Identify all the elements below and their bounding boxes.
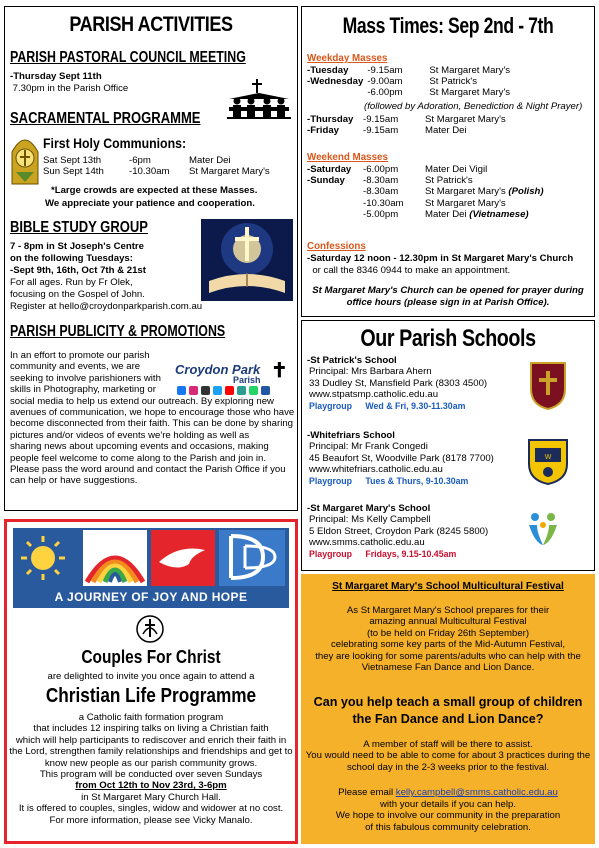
publicity-line: sharing news about upcoming events and occasions, making: [10, 441, 269, 453]
programme-line: a Catholic faith formation program: [78, 712, 224, 723]
festival-box: [301, 574, 595, 844]
bible-glow-icon: [201, 219, 293, 301]
mass-day: -Thursday: [307, 114, 354, 125]
logo-text: Croydon Park: [175, 362, 261, 377]
bible-line1: 7 - 8pm in St Joseph's Centre: [10, 241, 144, 252]
mass-place: St Margaret Mary's: [429, 65, 511, 76]
mass-row: [307, 76, 514, 87]
council-heading: PARISH PASTORAL COUNCIL MEETING: [10, 49, 246, 66]
cfc-logo-icon: [135, 614, 165, 649]
council-line1: -Thursday Sept 11th: [10, 71, 102, 82]
festival-line: school day in the 2-3 weeks prior to the festival.: [346, 761, 550, 773]
school-website[interactable]: www.stpatsmp.catholic.edu.au: [309, 389, 439, 401]
festival-line: amazing annual Multicultural Festival: [369, 616, 527, 628]
mass-time: -5.00pm: [363, 208, 399, 220]
mass-row: [307, 209, 548, 220]
festival-paragraph2: [302, 739, 594, 773]
publicity-line: seeking to involve parishioners with: [10, 372, 161, 384]
playgroup-time: Tues & Thurs, 9-10.30am: [365, 475, 469, 486]
programme-line: in St Margaret Mary Church Hall.: [81, 791, 221, 803]
school-principal: Principal: Ms Kelly Campbell: [309, 514, 431, 526]
journey-banner: [13, 528, 289, 608]
bible-line3: -Sept 9th, 16th, Oct 7th & 21st: [10, 265, 146, 276]
mass-place-name: St Margaret Mary's: [425, 186, 509, 198]
playgroup-label: Playgroup: [309, 400, 353, 411]
programme-title: Christian Life Programme: [45, 685, 257, 707]
school-principal: Principal: Mrs Barbara Ahern: [309, 366, 432, 378]
publicity-line: become disconnected from their faith. This can be done by sharing: [10, 418, 294, 430]
school-entry: [307, 430, 591, 500]
mass-language: (Polish): [508, 186, 544, 198]
communion-note1: *Large crowds are expected at these Masses.: [51, 185, 258, 196]
meeting-table-icon: [223, 77, 295, 119]
st-margaret-marys-logo-icon: [523, 509, 563, 554]
mass-language: (Vietnamese): [469, 208, 529, 220]
festival-email-link[interactable]: kelly.campbell@smms.catholic.edu.au: [395, 787, 558, 798]
programme-line: the Lord, strengthen family relationships and friendships and get to: [9, 746, 293, 758]
festival-line: (to be held on Friday 26th September): [366, 627, 530, 639]
confessions-line1: -Saturday 12 noon - 12.30pm in St Margaret Mary's Church: [307, 253, 574, 264]
festival-paragraph3: [302, 799, 594, 833]
mass-row: [307, 186, 548, 197]
mass-place: [425, 175, 548, 186]
weekend-label: Weekend Masses: [307, 152, 388, 163]
programme-line: which will help participants to rediscover and enrich their faith in: [15, 734, 287, 746]
st-patricks-crest-icon: [527, 359, 569, 416]
publicity-line: social media to help us extend our outreach. By exploring new: [10, 395, 274, 407]
mass-row: [307, 125, 510, 136]
mass-place: [425, 164, 548, 175]
festival-title: St Margaret Mary's School Multicultural Festival: [332, 581, 564, 592]
publicity-line: community and events, we are: [10, 361, 141, 373]
svg-text:W: W: [544, 454, 552, 461]
council-line2: 7.30pm in the Parish Office: [10, 83, 129, 94]
programme-line: that includes 12 inspiring talks on living a Christian faith: [33, 723, 269, 735]
publicity-line: can help or have suggestions.: [10, 475, 138, 487]
mass-time: -6.00pm: [367, 87, 403, 99]
communion-row: [43, 166, 274, 177]
publicity-line: Please pass the word around and contact the Parish Office if you: [10, 464, 286, 476]
mass-place: Mater Dei: [425, 125, 467, 137]
mass-row: [307, 164, 548, 175]
weekday-schedule: [307, 65, 514, 99]
mass-row: [307, 87, 514, 98]
school-address: 33 Dudley St, Mansfield Park (8303 4500): [309, 377, 488, 389]
communion-row: [43, 155, 274, 166]
programme-line: know new people as our parish community grows.: [44, 757, 258, 769]
mass-time: -9.15am: [363, 114, 399, 125]
festival-line: We hope to involve our community in the preparation: [335, 810, 561, 822]
sacramental-heading: SACRAMENTAL PROGRAMME: [10, 110, 201, 127]
festival-line: You would need to be able to come for about 3 practices during the: [305, 750, 591, 762]
playgroup-time: Fridays, 9.15-10.45am: [365, 548, 457, 559]
mass-time: -6.00pm: [363, 164, 399, 175]
communion-place: Mater Dei: [189, 155, 231, 166]
bible-line4: For all ages. Run by Fr Olek,: [10, 277, 133, 288]
mass-day: [307, 198, 363, 209]
mass-place-name: St Patrick's: [425, 175, 473, 187]
parish-activities-box: [4, 6, 298, 511]
school-website[interactable]: www.whitefriars.catholic.edu.au: [309, 464, 443, 476]
publicity-line: avenues of communication, we hope to encourage those who have: [10, 407, 295, 419]
school-address: 45 Beaufort St, Woodville Park (8178 7700): [309, 452, 494, 464]
programme-description: [7, 712, 295, 826]
couples-invite: are delighted to invite you once again to attend a: [47, 671, 255, 682]
communion-time: -6pm: [129, 155, 151, 166]
communion-time: -10.30am: [129, 166, 170, 178]
logo-subtext: Parish: [233, 375, 261, 385]
mass-times-title: Mass Times: Sep 2nd - 7th: [342, 13, 554, 38]
school-address: 5 Eldon Street, Croydon Park (8245 5800): [309, 525, 489, 537]
festival-line: they are looking for some parents/adults who can help with the: [315, 650, 581, 662]
weekday-label: Weekday Masses: [307, 53, 388, 64]
festival-line: As St Margaret Mary's School prepares for their: [346, 605, 550, 616]
couples-title: Couples For Christ: [81, 647, 221, 667]
communion-date: Sat Sept 13th: [43, 155, 102, 166]
festival-paragraph1: [302, 605, 594, 673]
email-prefix: Please email: [338, 787, 396, 798]
school-name: -St Margaret Mary's School: [307, 503, 431, 514]
mass-time: -10.30am: [363, 197, 404, 209]
playgroup-label: Playgroup: [309, 475, 353, 486]
whitefriars-crest-icon: [525, 434, 571, 491]
mass-time: -9.15am: [363, 125, 399, 137]
weekday2-schedule: [307, 114, 510, 136]
school-name: -Whitefriars School: [307, 430, 395, 441]
parish-schools-box: [301, 320, 595, 571]
programme-line: It is offered to couples, singles, widow and widower at no cost.: [18, 803, 284, 815]
first-communion-heading: First Holy Communions:: [43, 135, 187, 151]
weekend-schedule: [307, 164, 548, 220]
mass-time: -9.15am: [367, 65, 403, 76]
logo-cross-icon: ✝: [271, 360, 288, 382]
communion-date: Sun Sept 14th: [43, 166, 104, 178]
confessions-label: Confessions: [307, 241, 366, 252]
publicity-body: [10, 350, 294, 487]
festival-email-line: [302, 787, 594, 798]
mass-time: -9.00am: [367, 76, 403, 88]
mass-place-name: St Margaret Mary's: [425, 197, 506, 209]
church-open-line1: St Margaret Mary's Church can be opened for prayer during: [312, 285, 584, 296]
mass-place-name: Mater Dei: [425, 208, 470, 220]
mass-day: [307, 87, 367, 98]
bible-line6: Register at hello@croydonparkparish.com.au: [10, 301, 203, 312]
confessions-line2: or call the 8346 0944 to make an appointment.: [307, 265, 511, 276]
programme-line: This program will be conducted over seven Sundays: [39, 769, 263, 781]
mass-times-box: [301, 6, 595, 317]
publicity-line: people feel welcome to come along to the Parish and join in.: [10, 452, 266, 464]
mass-time: -8.30am: [363, 186, 399, 198]
mass-time: -8.30am: [363, 175, 399, 187]
playgroup-time: Wed & Fri, 9.30-11.30am: [365, 400, 466, 411]
mass-place: [425, 209, 548, 220]
school-entry: [307, 503, 591, 573]
mass-row: [307, 175, 548, 186]
communion-place: St Margaret Mary's: [189, 166, 270, 178]
mass-day: -Wednesday: [307, 76, 364, 88]
programme-line: For more information, please see Vicky Manalo.: [49, 814, 253, 826]
bible-line5: focusing on the Gospel of John.: [10, 289, 145, 300]
school-entry: [307, 355, 591, 425]
bible-line2: on the following Tuesdays:: [10, 253, 133, 264]
journey-banner-text: A JOURNEY OF JOY AND HOPE: [54, 590, 248, 604]
mass-day: [307, 209, 363, 220]
mass-day: -Tuesday: [307, 65, 349, 76]
festival-question2: the Fan Dance and Lion Dance?: [352, 712, 544, 726]
couples-box: [4, 519, 298, 844]
church-open-line2: office hours (please sign in at Parish Office).: [346, 297, 550, 308]
school-website[interactable]: www.smms.catholic.edu.au: [309, 537, 425, 549]
publicity-line: pictures and/or videos of events we're holding as well as: [10, 429, 250, 441]
communion-icon: [8, 132, 42, 186]
bible-heading: BIBLE STUDY GROUP: [10, 219, 148, 236]
festival-line: of this fabulous community celebration.: [365, 821, 531, 833]
mass-row: [307, 198, 548, 209]
mass-place: [425, 186, 548, 197]
publicity-line: In an effort to promote our parish: [10, 350, 150, 361]
festival-line: with your details if you can help.: [380, 799, 516, 810]
parish-activities-title: PARISH ACTIVITIES: [69, 13, 233, 36]
mass-place: [425, 198, 548, 209]
communion-schedule: [43, 155, 274, 177]
mass-row: [307, 65, 514, 76]
publicity-line: skills in Photography, marketing or: [10, 384, 156, 396]
mass-row: [307, 114, 510, 125]
festival-line: A member of staff will be there to assist.: [363, 739, 533, 750]
festival-question1: Can you help teach a small group of children: [313, 695, 583, 709]
festival-line: celebrating some key parts of the Mid-Autumn Festival,: [330, 639, 566, 651]
mass-place: St Margaret Mary's: [425, 114, 506, 125]
mass-place-name: Mater Dei Vigil: [425, 164, 488, 175]
communion-note2: We appreciate your patience and cooperation.: [45, 198, 255, 209]
mass-place: St Patrick's: [429, 76, 478, 88]
adoration-note: (followed by Adoration, Benediction & Night Prayer): [364, 101, 583, 112]
programme-dates: from Oct 12th to Nov 23rd, 3-6pm: [75, 780, 227, 792]
mass-day: -Friday: [307, 125, 339, 137]
mass-place: St Margaret Mary's: [429, 87, 511, 99]
playgroup-label: Playgroup: [309, 548, 353, 559]
school-name: -St Patrick's School: [307, 355, 397, 366]
school-principal: Principal: Mr Frank Congedi: [309, 441, 428, 453]
festival-line: Vietnamese Fan Dance and Lion Dance.: [361, 662, 535, 674]
mass-day: [307, 186, 363, 197]
publicity-heading: PARISH PUBLICITY & PROMOTIONS: [10, 323, 226, 340]
mass-day: -Saturday: [307, 164, 352, 175]
parish-schools-title: Our Parish Schools: [360, 325, 536, 352]
mass-day: -Sunday: [307, 175, 345, 187]
